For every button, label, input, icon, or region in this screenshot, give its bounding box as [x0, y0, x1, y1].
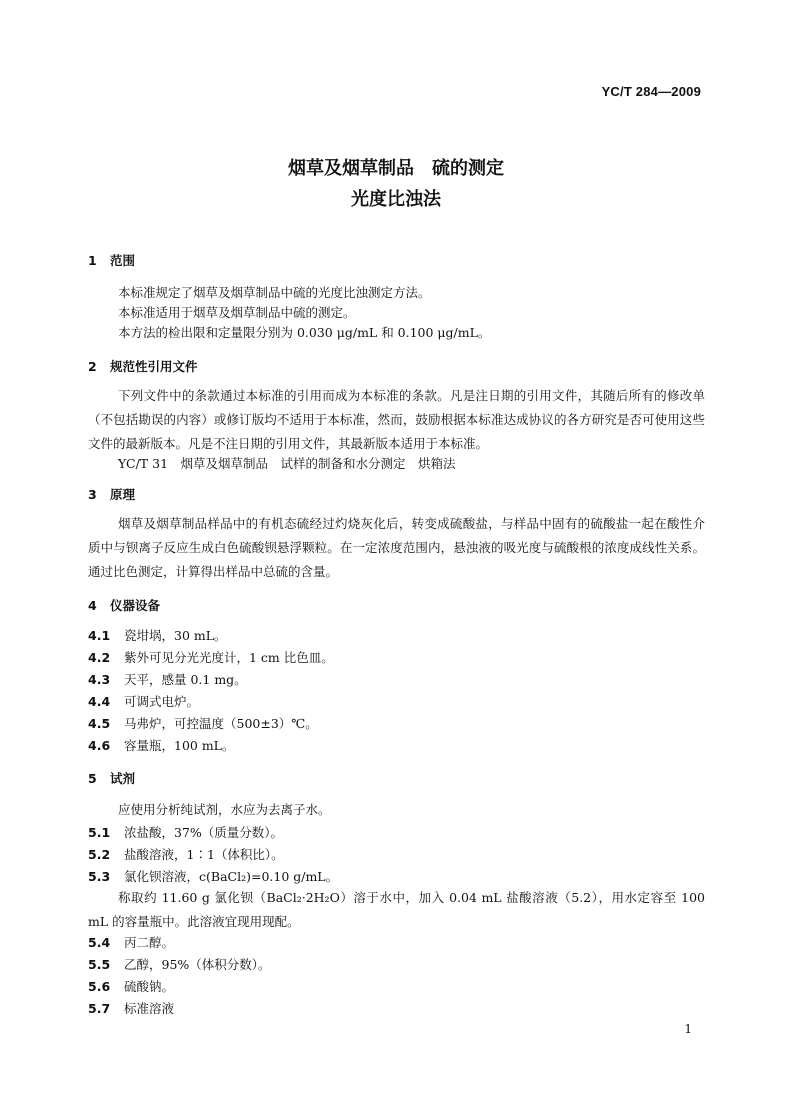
- section-heading-references: [88, 357, 198, 375]
- item-text: 氯化钡溶液，c(BaCl₂)=0.10 g/mL。: [124, 869, 339, 884]
- list-item: [88, 670, 247, 688]
- item-number: 4.5: [88, 716, 111, 731]
- section-number: 4: [88, 598, 97, 613]
- item-text: 标准溶液: [124, 1001, 175, 1016]
- barium-chloride-paragraph: 称取约 11.60 g 氯化钡（BaCl₂·2H₂O）溶于水中，加入 0.04 mL 盐酸溶液（5.2），用水定容至 100 mL 的容量瓶中。此溶液宜现用现配。: [88, 890, 705, 929]
- section-number: 5: [88, 771, 97, 786]
- item-text: 马弗炉，可控温度（500±3）℃。: [124, 716, 318, 731]
- list-item: [88, 845, 284, 863]
- section-title: 原理: [110, 487, 136, 502]
- item-number: 5.7: [88, 1001, 111, 1016]
- section-number: 2: [88, 359, 97, 374]
- item-number: 5.3: [88, 869, 111, 884]
- document-subtitle: 光度比浊法: [351, 189, 441, 210]
- document-title: 烟草及烟草制品 硫的测定: [288, 158, 504, 179]
- principle-paragraph: 烟草及烟草制品样品中的有机态硫经过灼烧灰化后，转变成硫酸盐，与样品中固有的硫酸盐一起在酸性介质中与钡离子反应生成白色硫酸钡悬浮颗粒。在一定浓度范围内，悬浊液的吸光度与硫酸根的浓度成线性关系。通过比色测定，计算得出样品中总硫的含量。: [88, 516, 705, 579]
- item-text: 丙二醇。: [124, 935, 175, 950]
- section-heading-apparatus: [88, 596, 160, 614]
- list-item: [88, 823, 283, 841]
- item-text: 硫酸钠。: [124, 979, 175, 994]
- item-number: 5.4: [88, 935, 111, 950]
- page-number: 1: [684, 1022, 692, 1036]
- item-number: 5.5: [88, 957, 111, 972]
- list-item: [88, 714, 318, 732]
- references-paragraph: 下列文件中的条款通过本标准的引用而成为本标准的条款。凡是注日期的引用文件，其随后所有的修改单（不包括勘误的内容）或修订版均不适用于本标准，然而，鼓励根据本标准达成协议的各方研究是否可使用这些文件的最新版本。凡是不注日期的引用文件，其最新版本适用于本标准。: [88, 388, 705, 451]
- item-number: 5.6: [88, 979, 111, 994]
- section-title: 仪器设备: [110, 598, 161, 613]
- list-item: [88, 955, 271, 973]
- item-number: 4.1: [88, 628, 111, 643]
- reference-entry: YC/T 31 烟草及烟草制品 试样的制备和水分测定 烘箱法: [118, 456, 456, 471]
- item-text: 可调式电炉。: [124, 694, 200, 709]
- list-item: [88, 626, 227, 644]
- list-item: [88, 999, 174, 1017]
- list-item: [88, 648, 334, 666]
- list-item: [88, 736, 235, 754]
- list-item: [88, 692, 199, 710]
- section-heading-principle: [88, 485, 135, 503]
- item-number: 4.3: [88, 672, 111, 687]
- item-text: 乙醇，95%（体积分数）。: [124, 957, 271, 972]
- reagents-intro: 应使用分析纯试剂，水应为去离子水。: [118, 802, 331, 817]
- scope-line-1: 本标准规定了烟草及烟草制品中硫的光度比浊测定方法。: [118, 285, 431, 300]
- list-item: [88, 977, 174, 995]
- section-number: 3: [88, 487, 97, 502]
- item-text: 浓盐酸，37%（质量分数）。: [124, 825, 284, 840]
- item-text: 瓷坩埚，30 mL。: [124, 628, 227, 643]
- item-text: 容量瓶，100 mL。: [124, 738, 235, 753]
- item-number: 4.2: [88, 650, 111, 665]
- item-number: 5.2: [88, 847, 111, 862]
- item-number: 4.4: [88, 694, 111, 709]
- item-text: 紫外可见分光光度计，1 cm 比色皿。: [124, 650, 334, 665]
- section-title: 试剂: [110, 771, 136, 786]
- item-number: 5.1: [88, 825, 111, 840]
- list-item: [88, 867, 338, 885]
- scope-line-3: 本方法的检出限和定量限分别为 0.030 μg/mL 和 0.100 μg/mL。: [118, 325, 491, 340]
- section-title: 范围: [110, 253, 136, 268]
- section-title: 规范性引用文件: [110, 359, 198, 374]
- scope-line-2: 本标准适用于烟草及烟草制品中硫的测定。: [118, 305, 356, 320]
- section-number: 1: [88, 253, 97, 268]
- list-item: [88, 933, 174, 951]
- item-text: 天平，感量 0.1 mg。: [124, 672, 247, 687]
- section-heading-scope: [88, 251, 135, 269]
- standard-code: YC/T 284—2009: [601, 84, 701, 99]
- item-text: 盐酸溶液，1∶1（体积比）。: [124, 847, 284, 862]
- item-number: 4.6: [88, 738, 111, 753]
- section-heading-reagents: [88, 769, 135, 787]
